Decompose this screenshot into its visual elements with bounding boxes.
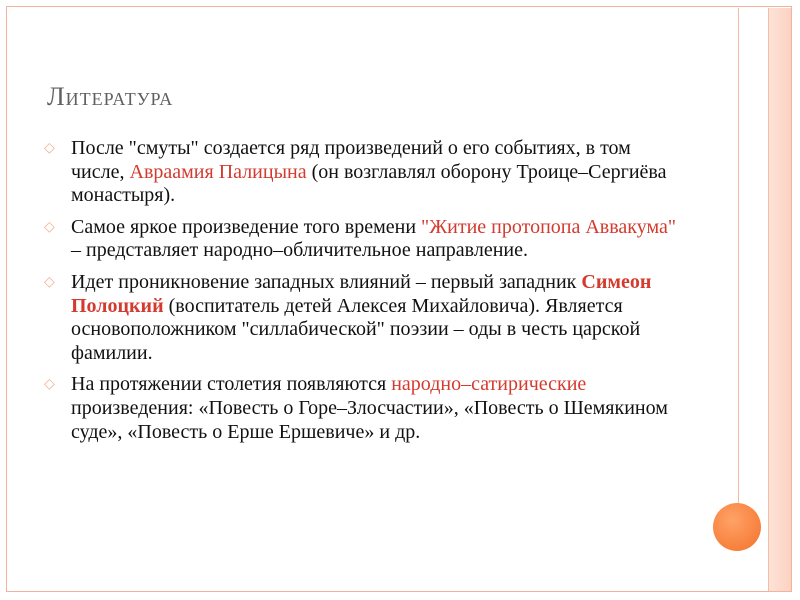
bullet-1-text-a: После "смуты" создается ряд произведений о его событиях, в том числе, (71, 137, 631, 183)
highlight-palitsyn: Авраамия Палицына (129, 160, 307, 183)
bullet-item-3 (44, 271, 689, 365)
highlight-simeon-polotsky: Симеон Полоцкий (71, 270, 652, 317)
bullet-3-text-b: (воспитатель детей Алексея Михайловича). Является основоположником "силлабической" поэзии – оды в честь царской фамилии. (71, 294, 641, 364)
right-decorative-band (768, 8, 791, 591)
bullet-3-text-a: Идет проникновение западных влияний – первый западник (71, 270, 582, 293)
bullet-2-text-b: – представляет народно–обличительное направление. (71, 239, 528, 262)
bullet-item-4 (44, 373, 689, 444)
diamond-outline-bullet-icon: ◇ (44, 219, 55, 235)
bullet-4-text-a: На протяжении столетия появляются (71, 373, 392, 396)
bullet-item-1 (44, 137, 689, 208)
bullet-1-text-b: (он возглавлял оборону Троице–Сергиёва монастыря). (71, 160, 667, 207)
diamond-outline-bullet-icon: ◇ (44, 141, 55, 156)
bullet-item-2 (44, 216, 689, 263)
highlight-narodno-satiricheskie: народно–сатирические (391, 373, 587, 396)
slide-content (44, 137, 689, 452)
diamond-outline-bullet-icon: ◇ (44, 274, 55, 290)
bullet-2-text-a: Самое яркое произведение того времени (71, 215, 422, 238)
bullet-4-text-b: произведения: «Повесть о Горе–Злосчастии», «Повесть о Шемякином суде», «Повесть о Ерше Ершевиче» и др. (71, 396, 668, 443)
slide-title: Литература (47, 82, 174, 111)
decorative-vertical-line (738, 8, 739, 508)
highlight-zhitie-avvakuma: "Житие протопопа Аввакума" (421, 215, 677, 238)
diamond-outline-bullet-icon: ◇ (44, 377, 55, 393)
decorative-orange-circle (713, 503, 761, 551)
